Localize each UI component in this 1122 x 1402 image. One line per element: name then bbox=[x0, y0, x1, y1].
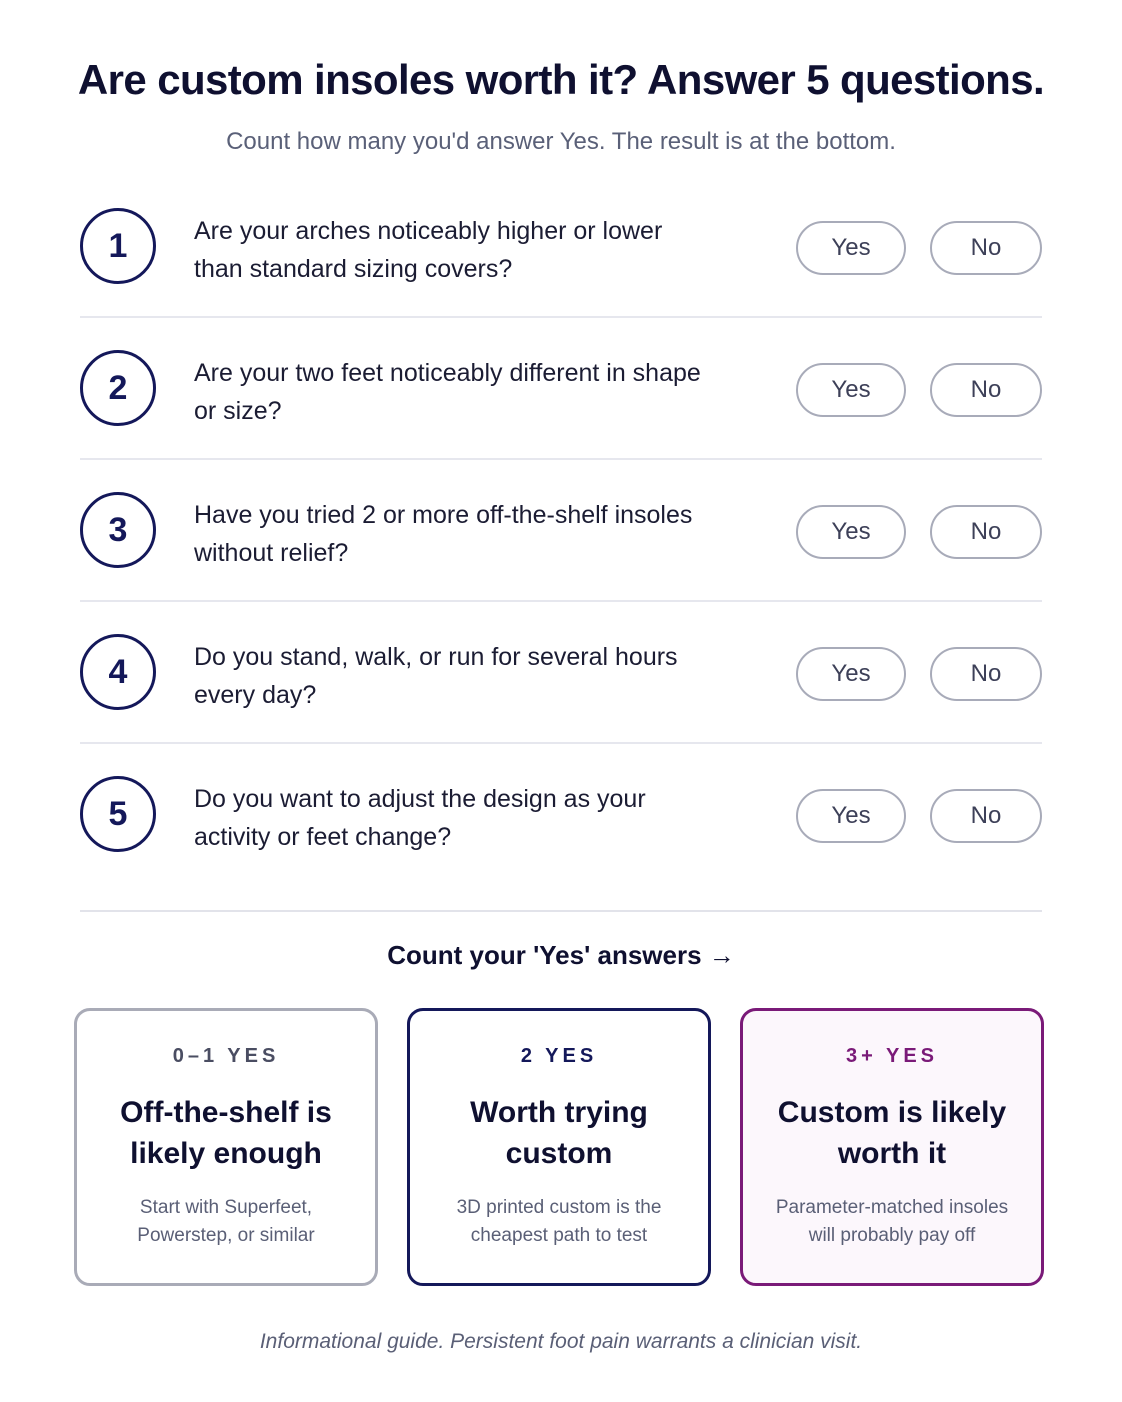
question-text: Do you stand, walk, or run for several hours every day? bbox=[194, 643, 678, 709]
result-tag: 2 YES bbox=[520, 1045, 598, 1067]
result-card-high bbox=[740, 1008, 1044, 1286]
no-button[interactable]: No bbox=[930, 647, 1042, 701]
result-description: 3D printed custom is the cheapest path to test bbox=[456, 1197, 662, 1246]
no-button[interactable]: No bbox=[930, 505, 1042, 559]
question-number: 3 bbox=[80, 492, 156, 568]
page-subtitle: Count how many you'd answer Yes. The result is at the bottom. bbox=[226, 128, 896, 155]
yes-button[interactable]: Yes bbox=[796, 363, 906, 417]
question-row-4 bbox=[80, 602, 1042, 744]
result-tag: 0–1 YES bbox=[172, 1045, 280, 1067]
no-button[interactable]: No bbox=[930, 789, 1042, 843]
question-number: 1 bbox=[80, 208, 156, 284]
result-card-low bbox=[74, 1008, 378, 1286]
question-number: 5 bbox=[80, 776, 156, 852]
yes-button[interactable]: Yes bbox=[796, 505, 906, 559]
count-label: Count your 'Yes' answers → bbox=[387, 940, 735, 970]
page-title: Are custom insoles worth it? Answer 5 questions. bbox=[77, 56, 1045, 103]
question-row-3 bbox=[80, 460, 1042, 602]
question-text: Are your two feet noticeably different in shape or size? bbox=[194, 359, 701, 425]
section-divider bbox=[80, 910, 1042, 912]
result-heading: Off-the-shelf is likely enough bbox=[120, 1096, 332, 1170]
result-description: Parameter-matched insoles will probably pay off bbox=[775, 1197, 1009, 1246]
result-card-mid bbox=[407, 1008, 711, 1286]
question-text: Are your arches noticeably higher or lower than standard sizing covers? bbox=[194, 217, 663, 283]
question-number: 4 bbox=[80, 634, 156, 710]
result-description: Start with Superfeet, Powerstep, or similar bbox=[137, 1197, 315, 1246]
question-row-1 bbox=[80, 176, 1042, 318]
no-button[interactable]: No bbox=[930, 221, 1042, 275]
result-heading: Worth trying custom bbox=[470, 1096, 648, 1170]
question-number: 2 bbox=[80, 350, 156, 426]
no-button[interactable]: No bbox=[930, 363, 1042, 417]
question-list bbox=[80, 176, 1042, 886]
question-row-2 bbox=[80, 318, 1042, 460]
question-text: Do you want to adjust the design as your activity or feet change? bbox=[194, 785, 646, 851]
result-tag: 3+ YES bbox=[845, 1045, 939, 1067]
result-heading: Custom is likely worth it bbox=[777, 1096, 1007, 1170]
yes-button[interactable]: Yes bbox=[796, 789, 906, 843]
yes-button[interactable]: Yes bbox=[796, 647, 906, 701]
question-row-5 bbox=[80, 744, 1042, 886]
question-text: Have you tried 2 or more off-the-shelf insoles without relief? bbox=[194, 501, 693, 567]
yes-button[interactable]: Yes bbox=[796, 221, 906, 275]
disclaimer-note: Informational guide. Persistent foot pain warrants a clinician visit. bbox=[259, 1330, 863, 1353]
